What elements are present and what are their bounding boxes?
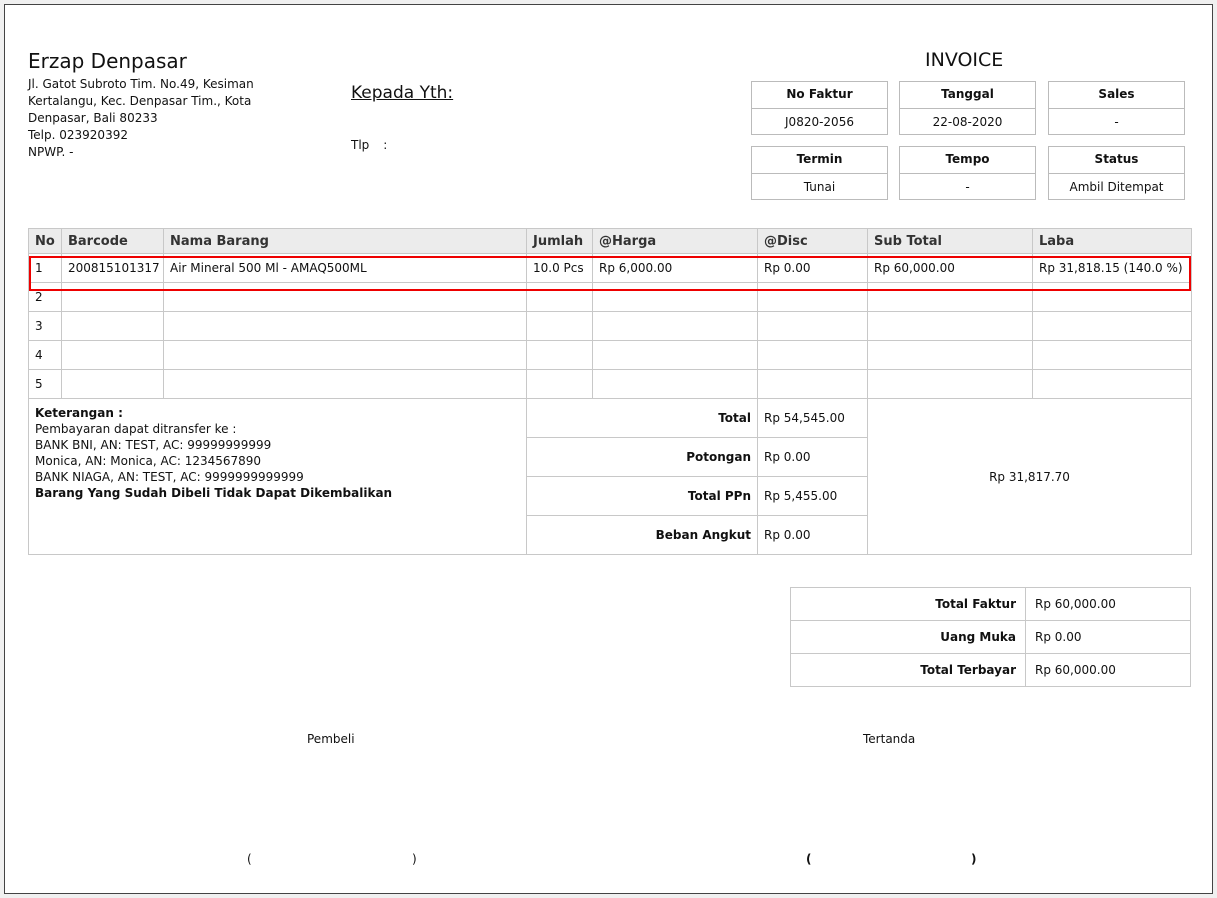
col-header: Jumlah [527, 229, 593, 254]
cell-price [593, 312, 758, 341]
buyer-open-paren: ( [247, 852, 252, 866]
totals-row [791, 654, 1191, 687]
tlp-colon: : [383, 138, 388, 152]
field-termin [751, 146, 888, 200]
totals-row [791, 621, 1191, 654]
summary-row [29, 399, 1192, 438]
totals-row [791, 588, 1191, 621]
cell-barcode [62, 283, 164, 312]
notes-line: BANK BNI, AN: TEST, AC: 99999999999 [35, 438, 272, 452]
cell-item-name [164, 312, 527, 341]
buyer-close-paren: ) [412, 852, 417, 866]
cell-discount: Rp 0.00 [758, 254, 868, 283]
cell-discount [758, 341, 868, 370]
field-label: Status [1049, 147, 1184, 174]
col-header: Barcode [62, 229, 164, 254]
cell-no: 4 [29, 341, 62, 370]
totals-value: Rp 0.00 [1026, 621, 1191, 654]
cell-barcode [62, 341, 164, 370]
table-header-row [29, 229, 1192, 254]
buyer-signature-label: Pembeli [307, 732, 355, 746]
table-row [29, 341, 1192, 370]
notes-line: Monica, AN: Monica, AC: 1234567890 [35, 454, 262, 468]
field-tanggal [899, 81, 1036, 135]
address-line: Kertalangu, Kec. Denpasar Tim., Kota [28, 94, 252, 108]
tlp-label: Tlp [351, 138, 370, 152]
npwp-line: NPWP. - [28, 145, 74, 159]
notes-title: Keterangan : [35, 406, 123, 420]
notes-footer: Barang Yang Sudah Dibeli Tidak Dapat Dikembalikan [35, 486, 393, 500]
table-row [29, 312, 1192, 341]
cell-subtotal [868, 283, 1033, 312]
field-value: Ambil Ditempat [1069, 180, 1164, 194]
summary-label: Total PPn [527, 477, 758, 516]
summary-value: Rp 54,545.00 [758, 399, 868, 438]
totals-table [790, 587, 1191, 687]
cell-no: 1 [29, 254, 62, 283]
cell-price: Rp 6,000.00 [593, 254, 758, 283]
cell-item-name: Air Mineral 500 Ml - AMAQ500ML [164, 254, 527, 283]
cell-discount [758, 312, 868, 341]
totals-value: Rp 60,000.00 [1026, 654, 1191, 687]
cell-no: 5 [29, 370, 62, 399]
cell-item-name [164, 370, 527, 399]
cell-subtotal: Rp 60,000.00 [868, 254, 1033, 283]
laba-total: Rp 31,817.70 [868, 399, 1192, 555]
field-label: Termin [752, 147, 887, 174]
cell-subtotal [868, 341, 1033, 370]
col-header: Laba [1033, 229, 1192, 254]
summary-label: Total [527, 399, 758, 438]
cell-barcode [62, 312, 164, 341]
cell-price [593, 370, 758, 399]
recipient-heading: Kepada Yth: [351, 83, 454, 103]
cell-subtotal [868, 370, 1033, 399]
field-no-faktur [751, 81, 888, 135]
company-name: Erzap Denpasar [28, 49, 187, 73]
notes-line: Pembayaran dapat ditransfer ke : [35, 422, 237, 436]
field-sales [1048, 81, 1185, 135]
notes-block [29, 399, 527, 555]
cell-quantity: 10.0 Pcs [527, 254, 593, 283]
cell-profit [1033, 341, 1192, 370]
table-row [29, 283, 1192, 312]
signed-close-paren: ) [971, 852, 977, 866]
invoice-title: INVOICE [925, 49, 1004, 71]
col-header: @Disc [758, 229, 868, 254]
summary-value: Rp 5,455.00 [758, 477, 868, 516]
col-header: Nama Barang [164, 229, 527, 254]
field-value: - [965, 180, 970, 194]
field-label: Tanggal [900, 82, 1035, 109]
cell-discount [758, 283, 868, 312]
field-tempo [899, 146, 1036, 200]
recipient-phone [351, 138, 387, 152]
cell-barcode [62, 370, 164, 399]
col-header: Sub Total [868, 229, 1033, 254]
cell-barcode: 200815101317 [62, 254, 164, 283]
cell-item-name [164, 283, 527, 312]
signed-open-paren: ( [806, 852, 812, 866]
field-value: J0820-2056 [785, 115, 854, 129]
notes-line: BANK NIAGA, AN: TEST, AC: 9999999999999 [35, 470, 304, 484]
signed-signature-label: Tertanda [863, 732, 916, 746]
cell-price [593, 283, 758, 312]
cell-profit [1033, 312, 1192, 341]
field-label: No Faktur [752, 82, 887, 109]
cell-item-name [164, 341, 527, 370]
cell-profit [1033, 283, 1192, 312]
col-header: No [29, 229, 62, 254]
cell-no: 2 [29, 283, 62, 312]
cell-quantity [527, 283, 593, 312]
cell-profit [1033, 370, 1192, 399]
address-line: Denpasar, Bali 80233 [28, 111, 158, 125]
phone-line: Telp. 023920392 [28, 128, 128, 142]
summary-label: Beban Angkut [527, 516, 758, 555]
field-label: Sales [1049, 82, 1184, 109]
field-label: Tempo [900, 147, 1035, 174]
summary-value: Rp 0.00 [758, 438, 868, 477]
field-value: - [1114, 115, 1119, 129]
field-status [1048, 146, 1185, 200]
cell-quantity [527, 341, 593, 370]
cell-subtotal [868, 312, 1033, 341]
cell-discount [758, 370, 868, 399]
cell-price [593, 341, 758, 370]
company-address [28, 76, 254, 161]
totals-label: Total Terbayar [791, 654, 1026, 687]
field-value: 22-08-2020 [932, 115, 1003, 129]
table-row[interactable] [29, 254, 1192, 283]
cell-quantity [527, 370, 593, 399]
field-value: Tunai [803, 180, 836, 194]
summary-label: Potongan [527, 438, 758, 477]
cell-profit: Rp 31,818.15 (140.0 %) [1033, 254, 1192, 283]
cell-no: 3 [29, 312, 62, 341]
summary-value: Rp 0.00 [758, 516, 868, 555]
cell-quantity [527, 312, 593, 341]
totals-label: Total Faktur [791, 588, 1026, 621]
totals-label: Uang Muka [791, 621, 1026, 654]
col-header: @Harga [593, 229, 758, 254]
table-row [29, 370, 1192, 399]
totals-value: Rp 60,000.00 [1026, 588, 1191, 621]
address-line: Jl. Gatot Subroto Tim. No.49, Kesiman [28, 77, 254, 91]
invoice-sheet [4, 4, 1213, 894]
items-table [28, 228, 1192, 555]
